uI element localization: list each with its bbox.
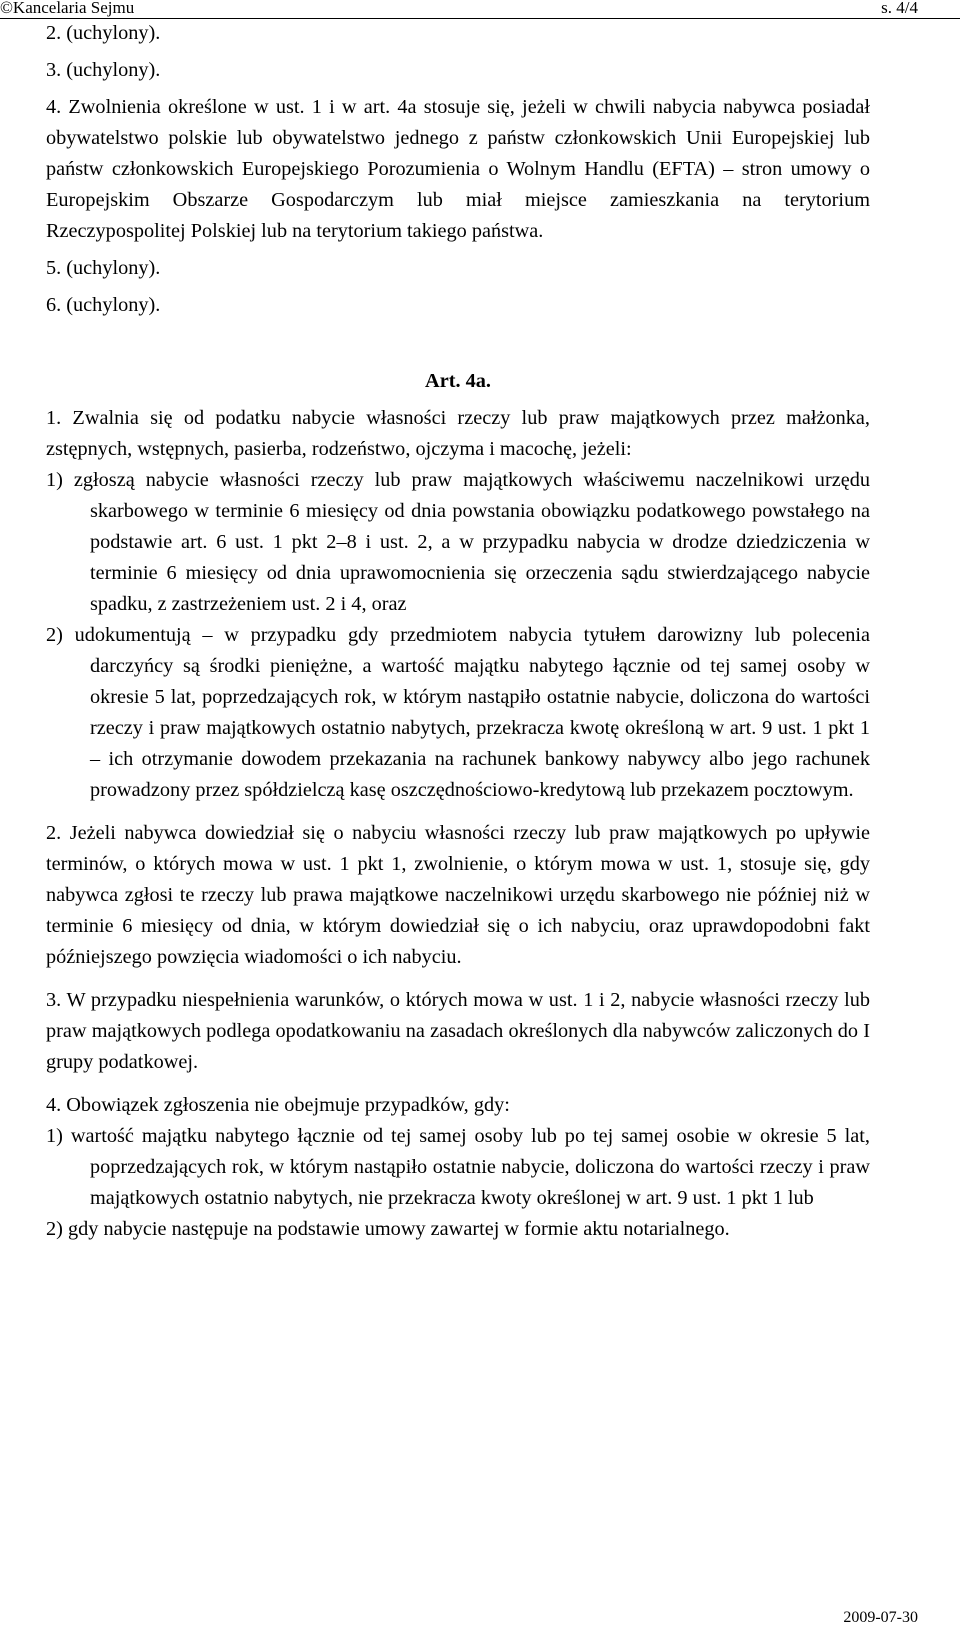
article-paragraph-4: 4. Obowiązek zgłoszenia nie obejmuje przypadków, gdy:	[46, 1094, 510, 1116]
document-date: 2009-07-30	[843, 1609, 918, 1626]
publisher-label: ©Kancelaria Sejmu	[0, 0, 135, 17]
paragraph-6: 6. (uchylony).	[46, 294, 161, 316]
article-paragraph-3: 3. W przypadku niespełnienia warunków, o których mowa w ust. 1 i 2, nabycie własności rzeczy lub praw majątkowych podlega opodatkowaniu na zasadach określonych dla nabywców zaliczonych do I grupy podatkowej.	[46, 989, 870, 1073]
paragraph-5: 5. (uchylony).	[46, 257, 161, 279]
article-paragraph-4-point-1: 1) wartość majątku nabytego łącznie od tej samej osoby lub po tej samej osobie w okresie 5 lat, poprzedzających rok, w którym nastąpiło ostatnie nabycie, doliczona do wartości rzeczy i praw majątkowych ostatnio nabytych, nie przekracza kwoty określonej w art. 9 ust. 1 pkt 1 lub	[46, 1125, 870, 1209]
article-paragraph-2: 2. Jeżeli nabywca dowiedział się o nabyciu własności rzeczy lub praw majątkowych po upływie terminów, o których mowa w ust. 1 pkt 1, zwolnienie, o którym mowa w ust. 1, stosuje się, gdy nabywca zgłosi te rzeczy lub prawa majątkowe naczelnikowi urzędu skarbowego nie później niż w terminie 6 miesięcy od dnia, w którym dowiedział się o ich nabyciu, oraz uprawdopodobni fakt późniejszego powzięcia wiadomości o ich nabyciu.	[46, 822, 870, 968]
page-header	[0, 0, 960, 19]
article-paragraph-1: 1. Zwalnia się od podatku nabycie własności rzeczy lub praw majątkowych przez małżonka, zstępnych, wstępnych, pasierba, rodzeństwo, ojczyma i macochę, jeżeli:	[46, 407, 870, 460]
paragraph-2: 2. (uchylony).	[46, 22, 161, 44]
document-body	[46, 18, 870, 1245]
article-paragraph-4-point-2: 2) gdy nabycie następuje na podstawie umowy zawartej w formie aktu notarialnego.	[46, 1218, 730, 1240]
paragraph-4: 4. Zwolnienia określone w ust. 1 i w art. 4a stosuje się, jeżeli w chwili nabycia nabywca posiadał obywatelstwo polskie lub obywatelstwo jednego z państw członkowskich Unii Europejskiej lub państw członkowskich Europejskiego Porozumienia o Wolnym Handlu (EFTA) – stron umowy o Europejskim Obszarze Gospodarczym lub miał miejsce zamieszkania na terytorium Rzeczypospolitej Polskiej lub na terytorium takiego państwa.	[46, 96, 870, 242]
article-heading: Art. 4a.	[425, 370, 491, 392]
article-paragraph-1-point-1: 1) zgłoszą nabycie własności rzeczy lub praw majątkowych właściwemu naczelnikowi urzędu skarbowego w terminie 6 miesięcy od dnia powstania obowiązku podatkowego powstałego na podstawie art. 6 ust. 1 pkt 2–8 i ust. 2, a w przypadku nabycia w drodze dziedziczenia w terminie 6 miesięcy od dnia uprawomocnienia się orzeczenia sądu stwierdzającego nabycie spadku, z zastrzeżeniem ust. 2 i 4, oraz	[46, 469, 870, 615]
article-paragraph-1-point-2: 2) udokumentują – w przypadku gdy przedmiotem nabycia tytułem darowizny lub polecenia darczyńcy są środki pieniężne, a wartość majątku nabytego łącznie od tej samej osoby w okresie 5 lat, poprzedzających rok, w którym nastąpiło ostatnie nabycie, doliczona do wartości rzeczy i praw majątkowych ostatnio nabytych, przekracza kwotę określoną w art. 9 ust. 1 pkt 1 – ich otrzymanie dowodem przekazania na rachunek bankowy nabywcy albo jego rachunek prowadzony przez spółdzielczą kasę oszczędnościowo-kredytową lub przekazem pocztowym.	[46, 624, 870, 801]
page-number: s. 4/4	[881, 0, 918, 17]
paragraph-3: 3. (uchylony).	[46, 59, 161, 81]
